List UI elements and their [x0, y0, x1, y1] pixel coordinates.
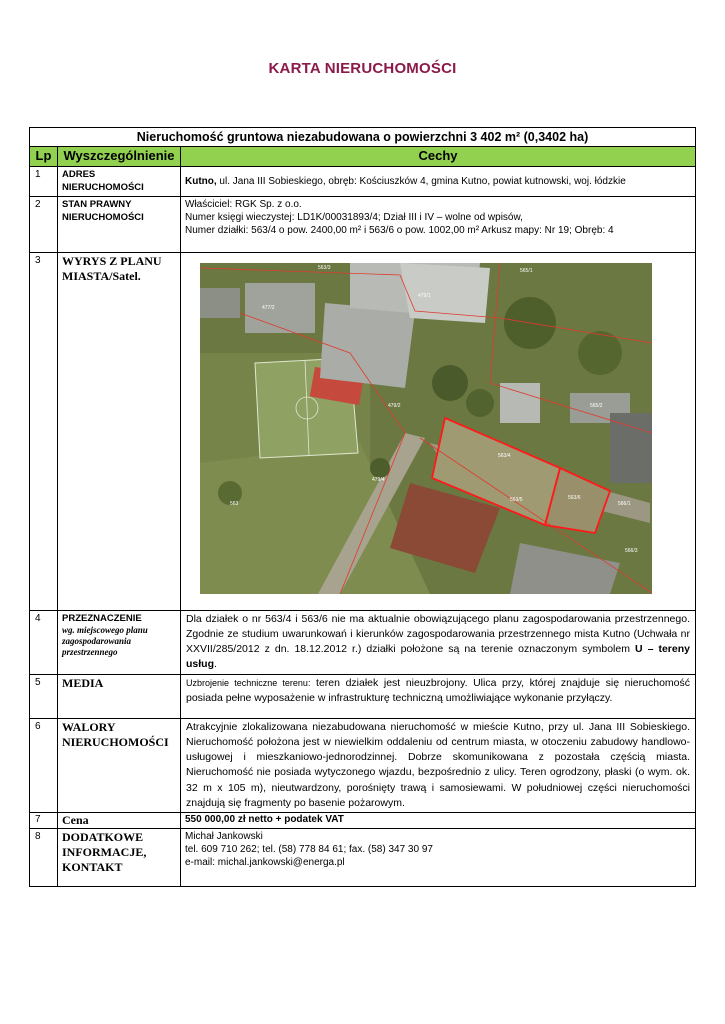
plot-number-line: Numer działki: 563/4 o pow. 2400,00 m² i 563/6 o pow. 1002,00 m² Arkusz mapy: Nr 19; Obręb: 4	[185, 224, 614, 236]
purpose-value: Dla działek o nr 563/4 i 563/6 nie ma aktualnie obowiązującego planu zagospodarowania przestrzennego. Zgodnie ze studium uwarunkowań i kierunków zagospodarowania przestrzennego mista Kutno (Uchwała nr XXVII/285/2012 z dn. 18.12.2012 r.) działki położone są na terenie oznaczonym symbolem U – tereny usług.	[181, 610, 696, 674]
advantages-value: Atrakcyjnie zlokalizowana niezabudowana nieruchomość w mieście Kutno, przy ul. Jana III Sobieskiego. Nieruchomość położona jest w niewielkim oddaleniu od centrum miasta, w otoczeniu zabudowy handlowo-usługowej i mieszkaniowo-jednorodzinnej. Dobrze skomunikowana z pozostała częścią miasta. Nieruchomość nie posiada wytyczonego wjazdu, bezpośrednio z ulicy. Teren ogrodzony, płaski (o wym. ok. 32 m x 105 m), nieutwardzony, porośnięty trawą i samosiewami. W południowej części nieruchomości znajdują się fragmenty po basenie pożarowym.	[181, 718, 696, 812]
table-row-legal-status	[30, 196, 696, 252]
contact-phone: tel. 609 710 262; tel. (58) 778 84 61; fax. (58) 347 30 97	[185, 844, 433, 856]
satellite-map-image	[200, 263, 652, 594]
row-number: 6	[30, 718, 58, 812]
contact-value	[181, 829, 696, 887]
legal-status-value	[181, 196, 696, 252]
map-parcel-label: 566/1	[618, 500, 631, 507]
row-label: DODATKOWE INFORMACJE, KONTAKT	[58, 829, 181, 887]
column-header-row	[30, 147, 696, 167]
table-row-address	[30, 167, 696, 197]
purpose-sublabel: wg. miejscowego planu zagospodarowania przestrzennego	[62, 625, 148, 657]
map-parcel-label: 479/4	[372, 476, 385, 483]
map-parcel-label: 563	[230, 500, 239, 507]
row-number: 2	[30, 196, 58, 252]
table-row-contact	[30, 829, 696, 887]
land-register-line: Numer księgi wieczystej: LD1K/00031893/4; Dział III i IV – wolne od wpisów,	[185, 211, 523, 223]
zoning-symbol: U – tereny usług	[186, 643, 690, 671]
map-parcel-label: 563/4	[498, 452, 511, 459]
map-parcel-label: 566/3	[625, 547, 638, 554]
row-label: ADRES NIERUCHOMOŚCI	[58, 167, 181, 197]
row-label: WALORY NIERUCHOMOŚCI	[58, 718, 181, 812]
row-number: 5	[30, 674, 58, 718]
column-header-item: Wyszczególnienie	[58, 147, 181, 167]
map-parcel-label: 563/3	[318, 264, 331, 271]
property-card-table	[29, 127, 696, 887]
table-row-map	[30, 252, 696, 610]
map-parcel-label: 565/2	[590, 402, 603, 409]
utilities-prefix: Uzbrojenie techniczne terenu:	[186, 677, 311, 688]
satellite-map-drawing	[200, 263, 652, 594]
table-row-advantages	[30, 718, 696, 812]
utilities-value: Uzbrojenie techniczne terenu: teren działek jest nieuzbrojony. Ulica przy, której znajduje się nieruchomość posiada pełne wyposażenie w infrastrukturę techniczną umożliwiające wykonanie przyłączy.	[181, 674, 696, 718]
column-header-features: Cechy	[181, 147, 696, 167]
column-header-lp: Lp	[30, 147, 58, 167]
map-parcel-label: 479/1	[418, 292, 431, 299]
row-label: WYRYS Z PLANU MIASTA/Satel.	[58, 252, 181, 610]
row-label: MEDIA	[58, 674, 181, 718]
row-number: 4	[30, 610, 58, 674]
table-heading: Nieruchomość gruntowa niezabudowana o powierzchni 3 402 m² (0,3402 ha)	[30, 128, 696, 147]
price-value: 550 000,00 zł netto + podatek VAT	[181, 813, 696, 829]
table-row-purpose	[30, 610, 696, 674]
row-number: 1	[30, 167, 58, 197]
map-parcel-label: 565/1	[520, 267, 533, 274]
document-title: KARTA NIERUCHOMOŚCI	[268, 60, 457, 77]
contact-email: e-mail: michal.jankowski@energa.pl	[185, 857, 345, 869]
map-parcel-label: 477/2	[262, 304, 275, 311]
row-number: 8	[30, 829, 58, 887]
address-text: ul. Jana III Sobieskiego, obręb: Kościuszków 4, gmina Kutno, powiat kutnowski, woj. łódzkie	[216, 175, 626, 187]
row-number: 7	[30, 813, 58, 829]
map-parcel-label: 563/5	[510, 496, 523, 503]
map-parcel-label: 563/6	[568, 494, 581, 501]
map-cell	[181, 252, 696, 610]
row-label: PRZEZNACZENIE wg. miejscowego planu zagospodarowania przestrzennego	[58, 610, 181, 674]
table-row-utilities	[30, 674, 696, 718]
row-number: 3	[30, 252, 58, 610]
owner-line: Właściciel: RGK Sp. z o.o.	[185, 198, 302, 210]
city-name: Kutno,	[185, 175, 217, 187]
table-row-price	[30, 813, 696, 829]
contact-name: Michał Jankowski	[185, 831, 263, 843]
row-label: STAN PRAWNY NIERUCHOMOŚCI	[58, 196, 181, 252]
address-value	[181, 167, 696, 197]
map-parcel-label: 479/2	[388, 402, 401, 409]
row-label: Cena	[58, 813, 181, 829]
